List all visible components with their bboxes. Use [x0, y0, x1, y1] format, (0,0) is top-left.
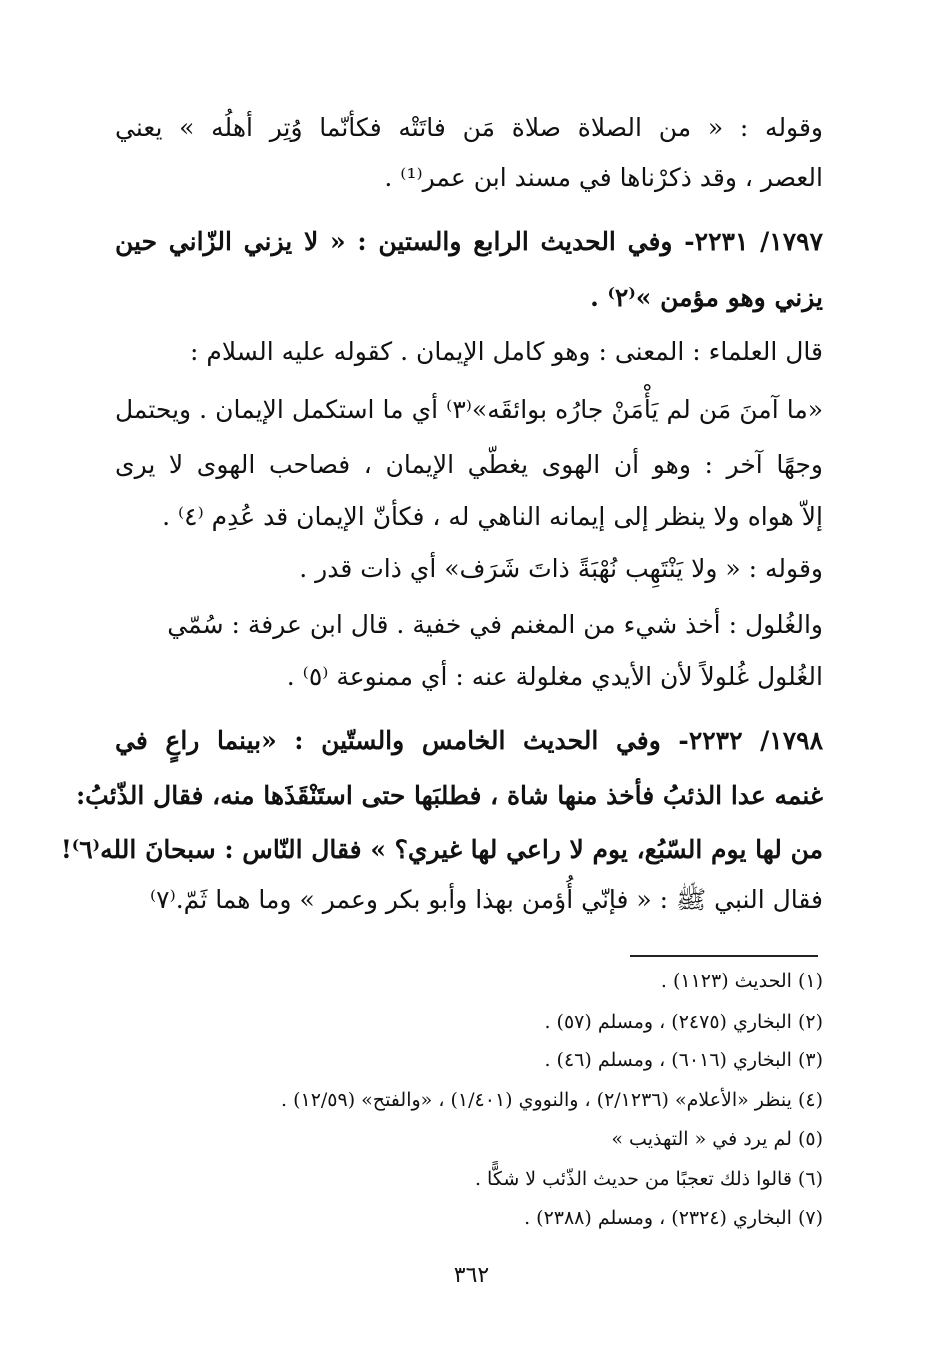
footnote-4: (٤) ينظر «الأعلام» (٢/١٢٣٦) ، والنووي (١/٤٠١) ، «والفتح» (١٢/٥٩) .: [281, 1089, 823, 1111]
footnote-6: (٦) قالوا ذلك تعجبًا من حديث الذّئب لا شكًّا .: [474, 1168, 823, 1190]
paragraph-5-line-2: الغُلول غُلولاً لأن الأيدي مغلولة عنه : أي ممنوعة ⁽٥⁾ .: [286, 662, 823, 691]
paragraph-3-line-3: وجهًا آخر : وهو أن الهوى يغطّي الإيمان ، فصاحب الهوى لا يرى: [115, 450, 823, 479]
hadith-1797-line-1: ١٧٩٧/ ٢٢٣١- وفي الحديث الرابع والستين : « لا يزني الزّاني حين: [115, 227, 823, 256]
page-number: ٣٦٢: [453, 1263, 490, 1288]
footnote-3: (٣) البخاري (٦٠١٦) ، ومسلم (٤٦) .: [544, 1049, 823, 1071]
hadith-1798-line-3: من لها يوم السّبُع، يوم لا راعي لها غيري؟ » فقال النّاس : سبحانَ الله⁽٦⁾!: [60, 835, 823, 864]
hadith-1798-line-4: فقال النبي ﷺ : « فإنّي أُؤمن بهذا وأبو بكر وعمر » وما هما ثَمّ.⁽٧⁾: [150, 885, 823, 914]
paragraph-3-line-1: قال العلماء : المعنى : وهو كامل الإيمان . كقوله عليه السلام :: [190, 337, 823, 366]
footnote-separator: [630, 955, 818, 957]
paragraph-4-line-1: وقوله : « ولا يَنْتَهِب نُهْبَةً ذاتَ شَرَف» أي ذات قدر .: [299, 554, 823, 583]
hadith-1797-line-2: يزني وهو مؤمن »⁽٢⁾ .: [590, 283, 823, 312]
hadith-1798-line-2: غنمه عدا الذئبُ فأخذ منها شاة ، فطلبَها حتى استَنْقَذَها منه، فقال الذّئبُ:: [75, 781, 823, 810]
footnote-7: (٧) البخاري (٢٣٢٤) ، ومسلم (٢٣٨٨) .: [524, 1207, 823, 1229]
paragraph-1-line-2: العصر ، وقد ذكرْناها في مسند ابن عمر⁽¹⁾ .: [384, 163, 823, 192]
footnote-5: (٥) لم يرد في « التهذيب »: [611, 1128, 823, 1150]
paragraph-3-line-2: «ما آمنَ مَن لم يَأْمَنْ جارُه بوائقَه»⁽٣⁾ أي ما استكمل الإيمان . ويحتمل: [115, 395, 824, 424]
hadith-1798-line-1: ١٧٩٨/ ٢٢٣٢- وفي الحديث الخامس والستّين : «بينما راعٍ في: [115, 726, 823, 755]
paragraph-5-line-1: والغُلول : أخذ شيء من المغنم في خفية . قال ابن عرفة : سُمّي: [167, 610, 823, 639]
footnote-1: (١) الحديث (١١٢٣) .: [660, 970, 823, 992]
paragraph-1-line-1: وقوله : « من الصلاة صلاة مَن فاتَتْه فكأنّما وُتِر أهلُه » يعني: [115, 113, 823, 142]
paragraph-3-line-4: إلاّ هواه ولا ينظر إلى إيمانه الناهي له ، فكأنّ الإيمان قد عُدِم ⁽٤⁾ .: [162, 502, 823, 531]
footnote-2: (٢) البخاري (٢٤٧٥) ، ومسلم (٥٧) .: [544, 1011, 823, 1033]
